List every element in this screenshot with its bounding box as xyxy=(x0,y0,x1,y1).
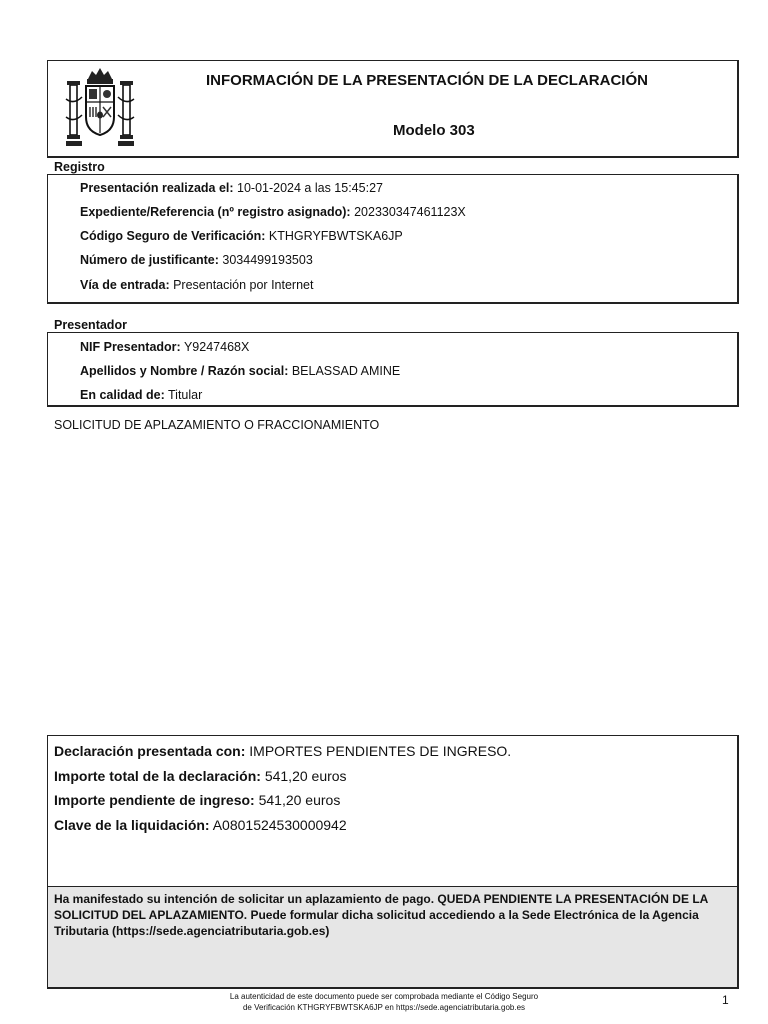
footer-line-1: La autenticidad de este documento puede ser comprobada mediante el Código Seguro xyxy=(229,992,539,1001)
presentador-row: Apellidos y Nombre / Razón social: BELASSAD AMINE xyxy=(80,364,401,378)
registro-row: Vía de entrada: Presentación por Internet xyxy=(80,278,314,292)
presentador-box xyxy=(47,332,739,407)
registro-box xyxy=(47,174,739,304)
page-number: 1 xyxy=(722,993,729,1007)
presentador-row: NIF Presentador: Y9247468X xyxy=(80,340,250,354)
solicitud-text: SOLICITUD DE APLAZAMIENTO O FRACCIONAMIENTO xyxy=(54,418,380,432)
registro-row: Código Seguro de Verificación: KTHGRYFBWTSKA6JP xyxy=(80,229,403,243)
modelo-label: Modelo 303 xyxy=(393,122,475,139)
presentador-section-label: Presentador xyxy=(54,318,127,332)
declaracion-row: Clave de la liquidación: A0801524530000942 xyxy=(54,817,347,833)
header-box xyxy=(47,60,739,158)
registro-row: Expediente/Referencia (nº registro asignado): 202330347461123X xyxy=(80,205,466,219)
declaracion-box xyxy=(47,735,739,989)
declaracion-row: Declaración presentada con: IMPORTES PENDIENTES DE INGRESO. xyxy=(54,743,512,759)
page-title: INFORMACIÓN DE LA PRESENTACIÓN DE LA DECLARACIÓN xyxy=(206,72,648,89)
aplazamiento-notice xyxy=(48,886,737,987)
declaracion-row: Importe pendiente de ingreso: 541,20 euros xyxy=(54,792,341,808)
registro-row: Número de justificante: 3034499193503 xyxy=(80,253,313,267)
presentador-row: En calidad de: Titular xyxy=(80,388,203,402)
declaracion-row: Importe total de la declaración: 541,20 euros xyxy=(54,768,347,784)
footer-line-2: de Verificación KTHGRYFBWTSKA6JP en https://sede.agenciatributaria.gob.es xyxy=(242,1003,526,1012)
footer-verification xyxy=(0,991,768,1013)
coat-of-arms-icon xyxy=(62,65,138,149)
registro-row: Presentación realizada el: 10-01-2024 a las 15:45:27 xyxy=(80,181,383,195)
registro-section-label: Registro xyxy=(54,160,105,174)
aplazamiento-notice-text: Ha manifestado su intención de solicitar un aplazamiento de pago. QUEDA PENDIENTE LA PRESENTACIÓN DE LA SOLICITUD DEL APLAZAMIENTO. Puede formular dicha solicitud accediendo a la Sede Electrónica de la Agencia Tributaria (https://sede.agenciatributaria.gob.es) xyxy=(54,892,708,938)
